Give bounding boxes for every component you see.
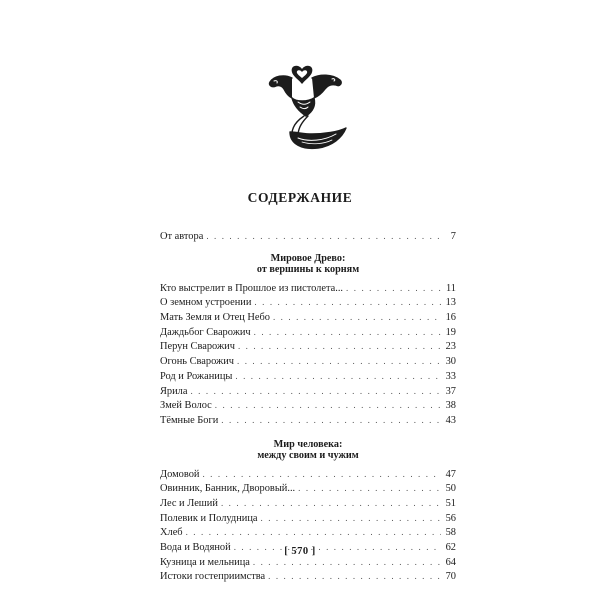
toc-entry-page: 70 — [445, 571, 456, 583]
table-of-contents — [160, 229, 456, 584]
toc-entry-title: Даждьбог Сварожич — [160, 326, 251, 338]
toc-entry-page: 33 — [445, 370, 456, 382]
toc-entry-page: 13 — [445, 297, 456, 309]
toc-entry-title: Мать Земля и Отец Небо — [160, 312, 270, 324]
toc-entry-title: Вода и Водяной — [160, 542, 231, 553]
toc-entry-page: 62 — [445, 542, 456, 553]
toc-entry[interactable] — [160, 481, 456, 496]
dot-leader — [273, 310, 441, 325]
dot-leader — [298, 481, 441, 496]
dot-leader — [186, 525, 441, 540]
toc-entry-page: 64 — [445, 556, 456, 568]
toc-entry-title: Истоки гостеприимства — [160, 571, 266, 583]
toc-entry[interactable] — [160, 281, 456, 296]
toc-entry[interactable] — [160, 354, 456, 369]
toc-entry-page: 51 — [445, 497, 456, 509]
dot-leader — [206, 229, 441, 244]
toc-entry-title: Перун Сварожич — [160, 341, 235, 353]
toc-entry[interactable] — [160, 325, 456, 340]
toc-entry-page: 58 — [445, 527, 456, 539]
toc-entry-page: 50 — [445, 483, 456, 495]
toc-entry[interactable] — [160, 295, 456, 310]
toc-entry-page: 11 — [445, 282, 456, 294]
dot-leader — [190, 384, 441, 399]
toc-entry-page: 23 — [445, 341, 456, 353]
dot-leader — [221, 496, 441, 511]
toc-entry-page: 43 — [445, 414, 456, 426]
section-heading-line: Мировое Древо: — [270, 252, 346, 264]
toc-entry[interactable] — [160, 467, 456, 482]
toc-entry[interactable] — [160, 229, 456, 244]
section-heading — [160, 253, 456, 276]
section-heading-line: Мир человека: — [273, 438, 343, 450]
dot-leader — [254, 295, 441, 310]
toc-entry-page: 47 — [445, 468, 456, 480]
toc-entry-title: Змей Волос — [160, 400, 212, 412]
toc-entry[interactable] — [160, 511, 456, 526]
toc-entry-title: Лес и Леший — [160, 497, 218, 509]
toc-entry-title: О земном устроении — [160, 297, 252, 309]
horse-ladle-ornament-icon — [262, 62, 354, 154]
dot-leader — [346, 281, 441, 296]
dot-leader — [254, 325, 441, 340]
toc-entry[interactable] — [160, 384, 456, 399]
toc-entry[interactable] — [160, 569, 456, 584]
toc-entry-title: Домовой — [160, 468, 200, 480]
toc-entry-page: 30 — [445, 356, 456, 368]
toc-entry[interactable] — [160, 525, 456, 540]
toc-entry-title: Хлеб — [160, 527, 183, 539]
toc-entry[interactable] — [160, 413, 456, 428]
toc-entry[interactable] — [160, 339, 456, 354]
toc-entry-page: 56 — [445, 512, 456, 524]
toc-entry[interactable] — [160, 398, 456, 413]
toc-entry-title: Полевик и Полудница — [160, 512, 258, 524]
dot-leader — [202, 467, 441, 482]
section-heading-line: между своим и чужим — [257, 450, 359, 462]
section-heading — [160, 439, 456, 462]
page-number: [ 570 ] — [284, 546, 316, 557]
toc-entry-page: 37 — [445, 385, 456, 397]
toc-entry-title: Ярила — [160, 385, 188, 397]
section-heading-line: от вершины к корням — [256, 264, 360, 276]
dot-leader — [215, 398, 441, 413]
dot-leader — [221, 413, 441, 428]
toc-entry[interactable] — [160, 369, 456, 384]
dot-leader — [238, 339, 441, 354]
toc-entry-title: От автора — [160, 231, 204, 242]
toc-entry-title: Кузница и мельница — [160, 556, 250, 568]
toc-entry[interactable] — [160, 496, 456, 511]
toc-entry-page: 7 — [450, 231, 456, 242]
toc-entry-title: Огонь Сварожич — [160, 356, 235, 368]
dot-leader — [261, 511, 442, 526]
toc-entry-page: 38 — [445, 400, 456, 412]
toc-entry[interactable] — [160, 310, 456, 325]
toc-entry-title: Тёмные Боги — [160, 414, 219, 426]
toc-entry-title: Овинник, Банник, Дворовый... — [160, 483, 296, 495]
dot-leader — [235, 369, 441, 384]
toc-entry-page: 16 — [445, 312, 456, 324]
page-title: СОДЕРЖАНИЕ — [247, 190, 353, 205]
toc-entry-title: Кто выстрелит в Прошлое из пистолета... — [160, 282, 344, 294]
dot-leader — [237, 354, 441, 369]
toc-entry-title: Род и Рожаницы — [160, 370, 233, 382]
toc-entry-page: 19 — [445, 326, 456, 338]
dot-leader — [268, 569, 441, 584]
